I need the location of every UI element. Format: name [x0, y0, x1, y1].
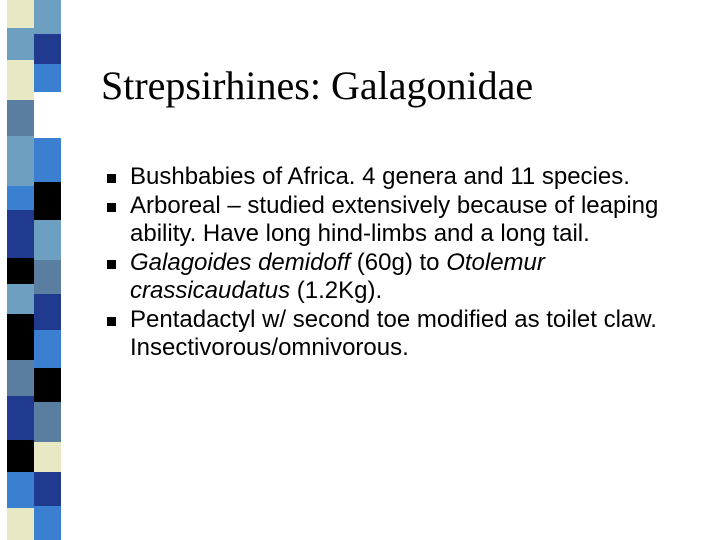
stripe-block — [34, 294, 61, 330]
stripe-block — [34, 402, 61, 442]
stripe-block — [7, 508, 34, 540]
weight-large-text: (1.2Kg). — [290, 277, 383, 304]
stripe-block — [34, 368, 61, 402]
stripe-block — [34, 260, 61, 294]
stripe-block — [7, 28, 34, 60]
bullet-text: Bushbabies of Africa. 4 genera and 11 species. — [130, 163, 630, 190]
stripe-block — [34, 64, 61, 92]
bullet-item-arboreal — [101, 192, 701, 249]
stripe-block — [34, 330, 61, 368]
bullet-item-species-range — [101, 249, 701, 306]
stripe-block — [7, 210, 34, 258]
bullet-list — [101, 163, 701, 363]
stripe-block — [7, 186, 34, 210]
stripe-block — [7, 440, 34, 472]
slide-title: Strepsirhines: Galagonidae — [101, 63, 534, 108]
stripe-block — [34, 92, 61, 138]
bullet-item-africa — [101, 163, 701, 192]
bullet-text: Pentadactyl w/ second toe modified as toilet claw. Insectivorous/omnivorous. — [130, 305, 657, 361]
stripe-block — [7, 100, 34, 136]
stripe-block — [7, 472, 34, 508]
square-bullet-icon — [107, 174, 116, 183]
stripe-block — [7, 258, 34, 284]
decorative-stripe — [0, 0, 66, 540]
stripe-block — [34, 138, 61, 182]
square-bullet-icon — [107, 260, 116, 269]
square-bullet-icon — [107, 317, 116, 326]
stripe-block — [34, 0, 61, 34]
stripe-block — [7, 360, 34, 396]
stripe-block — [7, 314, 34, 360]
stripe-block — [7, 0, 34, 28]
stripe-block — [34, 442, 61, 472]
stripe-block — [34, 220, 61, 260]
species-name-small: Galagoides demidoff — [130, 248, 351, 276]
stripe-block — [34, 34, 61, 64]
stripe-block — [7, 396, 34, 440]
stripe-block — [7, 284, 34, 314]
stripe-block — [34, 506, 61, 540]
stripe-block — [7, 60, 34, 100]
stripe-block — [7, 136, 34, 186]
weight-range-text: (60g) to — [350, 248, 447, 276]
stripe-block — [34, 182, 61, 220]
square-bullet-icon — [107, 203, 116, 212]
bullet-text: Arboreal – studied extensively because of leaping ability. Have long hind-limbs and a long tail. — [130, 191, 659, 247]
stripe-block — [34, 472, 61, 506]
species-name-large: Otolemur crassicaudatus — [130, 248, 545, 304]
bullet-item-pentadactyl — [101, 306, 701, 363]
